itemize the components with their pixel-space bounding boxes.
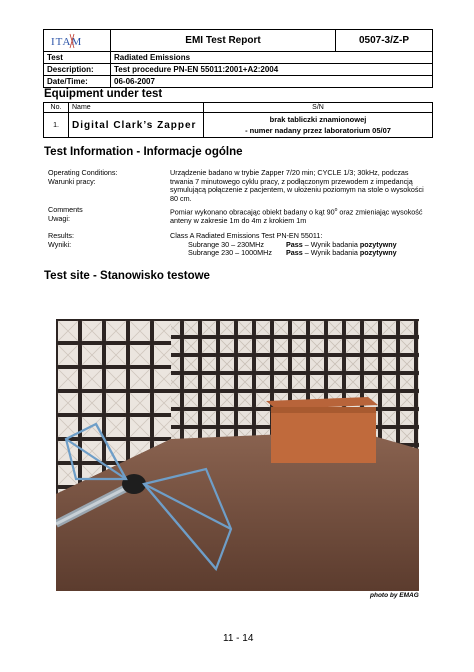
equipment-table: [43, 102, 433, 138]
page-number: 11 - 14: [223, 633, 254, 644]
comments-label-en: Comments: [48, 205, 83, 214]
degree-sign: o: [334, 207, 338, 213]
results-text: [170, 232, 432, 258]
sn-line-1: brak tabliczki znamionowej: [269, 115, 367, 124]
report-title: EMI Test Report: [111, 30, 336, 52]
itam-logo-icon: [48, 32, 106, 50]
report-header-table: [43, 29, 433, 88]
report-number: 0507-3/Z-P: [336, 30, 433, 52]
conditions-label-pl: Warunki pracy:: [48, 176, 96, 186]
results-title: Class A Radiated Emissions Test PN-EN 55011:: [170, 231, 323, 240]
subrange-2-pass: Pass: [286, 248, 303, 258]
subrange-2-range: Subrange 230 – 1000MHz: [188, 248, 272, 258]
conditions-text: Urządzenie badano w trybie Zapper 7/20 min; CYCLE 1/3; 30kHz, podczas trwania 7 minutowego cyklu pracy, z podłączonym przewodem z impedancją symulującą połączenie z pacjentem, w ułożeniu poziomym na stole o wysokości 80 cm.: [170, 168, 424, 203]
row-value-description: Test procedure PN-EN 55011:2001+A2:2004: [111, 64, 433, 76]
subrange-2-dash: – Wynik badania: [302, 248, 360, 258]
col-no: No.: [44, 103, 69, 113]
sn-line-2: - numer nadany przez laboratorium 05/07: [245, 126, 391, 135]
equipment-heading: Equipment under test: [44, 88, 163, 100]
comments-text-b: oraz zmieniając wysokość anteny w zakresie 1m do 4m z krokiem 1m: [170, 207, 423, 225]
anechoic-chamber-photo: [56, 319, 419, 591]
results-label-en: Results:: [48, 231, 74, 240]
subrange-1-dash: – Wynik badania: [302, 239, 360, 249]
logo-text: ITAM: [51, 35, 83, 48]
photo-caption: photo by EMAG: [370, 592, 419, 599]
equipment-name: Digital Clark’s Zapper: [69, 113, 204, 138]
row-label-description: Description:: [44, 64, 111, 76]
comments-label: [48, 206, 83, 223]
itam-logo: [44, 30, 111, 52]
equipment-no: 1.: [44, 113, 69, 138]
subrange-2-verdict: pozytywny: [359, 248, 397, 258]
conditions-label: [48, 169, 118, 186]
comments-label-pl: Uwagi:: [48, 213, 70, 223]
subrange-1-range: Subrange 30 – 230MHz: [188, 239, 264, 249]
row-label-test: Test: [44, 52, 111, 64]
test-info-heading: Test Information - Informacje ogólne: [44, 146, 243, 158]
row-value-date: 06-06-2007: [111, 76, 433, 88]
subrange-1-pass: Pass: [286, 239, 303, 249]
comments-text-a: Pomiar wykonano obracając obiekt badany o kąt 90: [170, 207, 335, 217]
results-label-pl: Wyniki:: [48, 239, 72, 249]
comments-text: [170, 206, 432, 226]
conditions-label-en: Operating Conditions:: [48, 168, 118, 177]
col-sn: S/N: [204, 103, 433, 113]
equipment-sn: [204, 113, 433, 138]
subrange-2: [170, 249, 432, 258]
subrange-1-verdict: pozytywny: [359, 239, 397, 249]
chamber-illustration: [56, 319, 419, 591]
results-label: [48, 232, 74, 249]
col-name: Name: [69, 103, 204, 113]
row-value-test: Radiated Emissions: [111, 52, 433, 64]
test-site-heading: Test site - Stanowisko testowe: [44, 270, 210, 282]
row-label-date: Date/Time:: [44, 76, 111, 88]
